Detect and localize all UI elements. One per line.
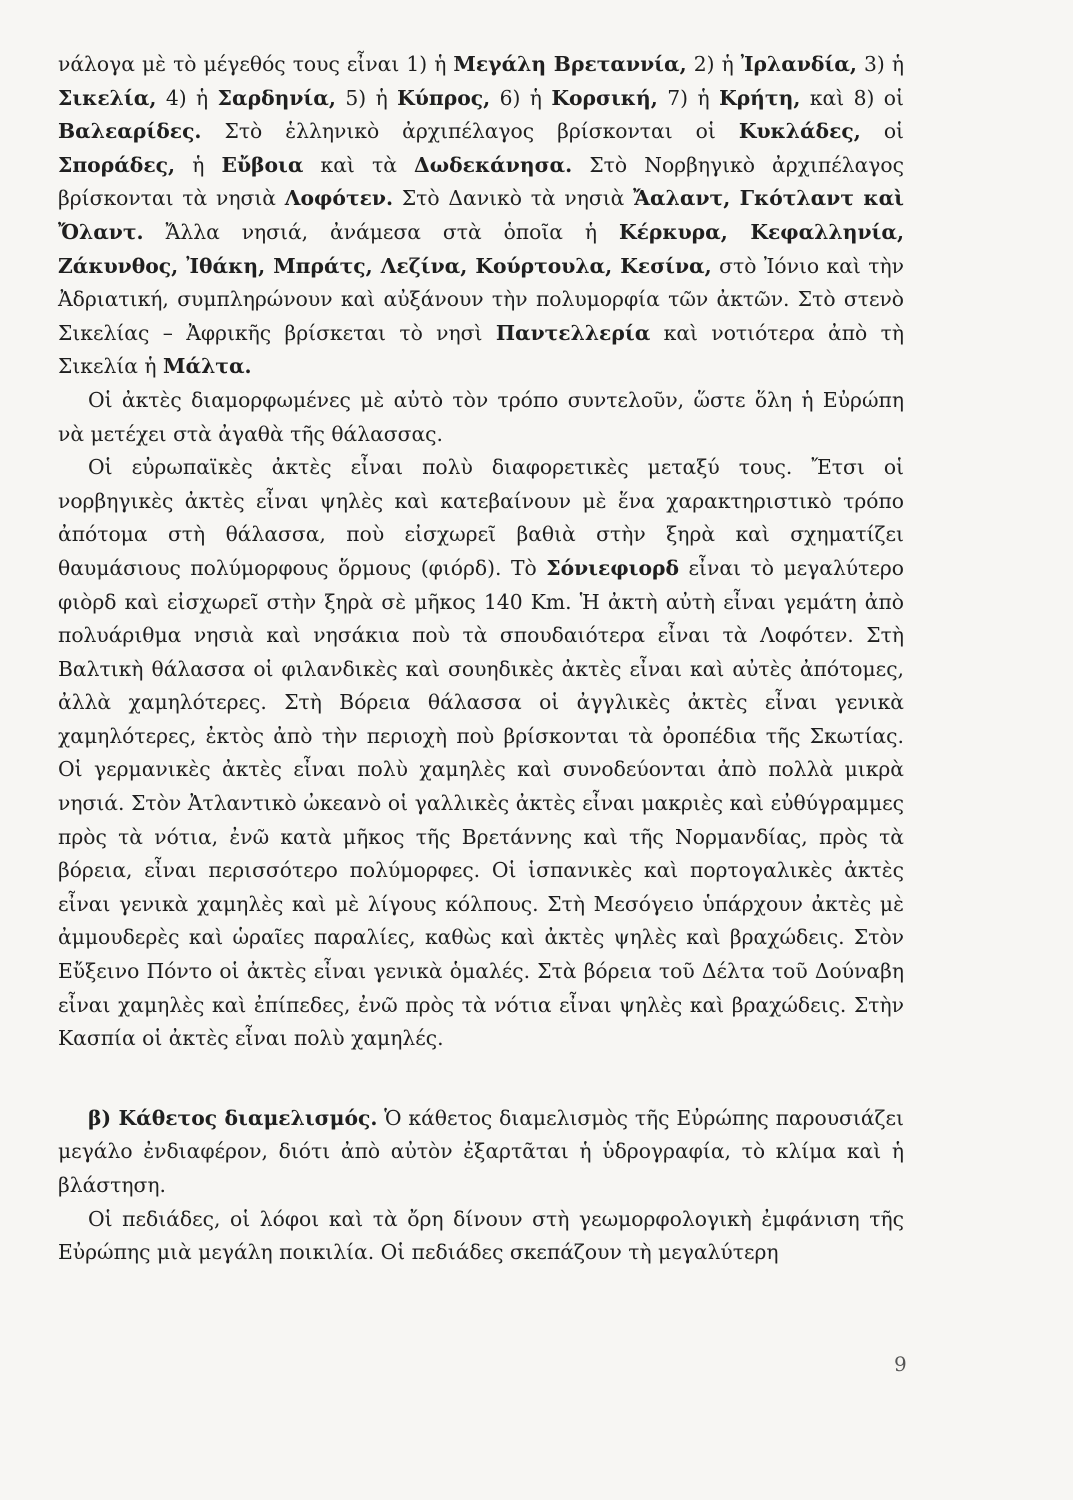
text-run: νάλογα μὲ τὸ μέγεθός τους εἶναι 1) ἡ: [58, 52, 454, 76]
bold-term: Βαλεαρίδες.: [58, 119, 202, 144]
paragraph: [58, 451, 904, 1056]
text-run: Ἄλλα νησιά, ἀνάμεσα στὰ ὁποῖα ἡ: [143, 219, 619, 244]
bold-term: Σαρδηνία,: [217, 85, 336, 110]
page-number: 9: [894, 1352, 907, 1376]
text-run: 2) ἡ: [686, 52, 741, 76]
bold-term: Κορσική,: [551, 85, 658, 110]
text-run: 5) ἡ: [335, 85, 398, 110]
text-run: Στὸ Νορβηγικὸ ἀρχιπέλαγος βρίσκονται τὰ νησιὰ: [58, 152, 904, 211]
paragraph: [58, 1102, 904, 1203]
bold-term: Κέρκυρα, Κεφαλληνία, Ζάκυνθος, Ἰθάκη, Μπράτς, Λεζίνα, Κούρτουλα, Κεσίνα,: [58, 219, 905, 278]
bold-term: Ἰρλανδία,: [740, 52, 857, 76]
text-run: εἶναι τὸ μεγαλύτερο φιὸρδ καὶ εἰσχωρεῖ στὴν ξηρὰ σὲ μῆκος 140 Km. Ἡ ἀκτὴ αὐτὴ εἶναι γεμάτη ἀπὸ πολυάριθμα νησιὰ καὶ νησάκια ποὺ τὰ σπουδαιότερα εἶναι τὰ Λοφότεν. Στὴ Βαλτικὴ θάλασσα οἱ φιλανδικὲς καὶ σουηδικὲς ἀκτὲς εἶναι καὶ αὐτὲς ἀπότομες, ἀλλὰ χαμηλότερες. Στὴ Βόρεια θάλασσα οἱ ἀγγλικὲς ἀκτὲς εἶναι γενικὰ χαμηλότερες, ἐκτὸς ἀπὸ τὴν περιοχὴ ποὺ βρίσκονται τὰ ὀροπέδια τῆς Σκωτίας. Οἱ γερμανικὲς ἀκτὲς εἶναι πολὺ χαμηλὲς καὶ συνοδεύονται ἀπὸ πολλὰ μικρὰ νησιά. Στὸν Ἀτλαντικὸ ὠκεανὸ οἱ γαλλικὲς ἀκτὲς εἶναι μακριὲς καὶ εὐθύγραμμες πρὸς τὰ νότια, ἐνῶ κατὰ μῆκος τῆς Βρετάννης καὶ τῆς Νορμανδίας, πρὸς τὰ βόρεια, εἶναι περισσότερο πολύμορφες. Οἱ ἱσπανικὲς καὶ πορτογαλικὲς ἀκτὲς εἶναι γενικὰ χαμηλὲς καὶ μὲ λίγους κόλπους. Στὴ Μεσόγειο ὑπάρχουν ἀκτὲς μὲ ἀμμουδερὲς καὶ ὡραῖες παραλίες, καθὼς καὶ ἀκτὲς ψηλὲς καὶ βραχώδεις. Στὸν Εὔξεινο Πόντο οἱ ἀκτὲς εἶναι γενικὰ ὁμαλές. Στὰ βόρεια τοῦ Δέλτα τοῦ Δούναβη εἶναι χαμηλὲς καὶ ἐπίπεδες, ἐνῶ πρὸς τὰ νότια εἶναι ψηλὲς καὶ βραχώδεις. Στὴν Κασπία οἱ ἀκτὲς εἶναι πολὺ χαμηλές.: [58, 555, 904, 1051]
text-run: 6) ἡ: [490, 85, 552, 110]
paragraph: [58, 384, 904, 451]
text-run: Οἱ ἀκτὲς διαμορφωμένες μὲ αὐτὸ τὸν τρόπο συντελοῦν, ὥστε ὅλη ἡ Εὐρώπη νὰ μετέχει στὰ ἀγαθὰ τῆς θάλασσας.: [58, 387, 904, 446]
bold-term: Δωδεκάνησα.: [414, 152, 573, 177]
bold-term: Σικελία,: [58, 85, 157, 110]
bold-term: Εὔβοια: [221, 152, 304, 177]
bold-term: Κύπρος,: [397, 85, 491, 110]
paragraph: [58, 1203, 904, 1270]
bold-term: Σποράδες,: [58, 152, 176, 177]
bold-term: Λοφότεν.: [284, 186, 394, 211]
text-run: στὸ Ἰόνιο καὶ τὴν Ἀδριατική, συμπληρώνουν καὶ αὐξάνουν τὴν πολυμορφία τῶν ἀκτῶν. Στὸ στενὸ Σικελίας – Ἀφρικῆς βρίσκεται τὸ νησὶ: [58, 253, 904, 345]
bold-term: β) Κάθετος διαμελισμός.: [88, 1105, 378, 1130]
text-run: Οἱ εὐρωπαϊκὲς ἀκτὲς εἶναι πολὺ διαφορετικὲς μεταξύ τους. Ἔτσι οἱ νορβηγικὲς ἀκτὲς εἶναι ψηλὲς καὶ κατεβαίνουν μὲ ἕνα χαρακτηριστικὸ τρόπο ἀπότομα στὴ θάλασσα, ποὺ εἰσχωρεῖ βαθιὰ στὴν ξηρὰ καὶ σχηματίζει θαυμάσιους πολύμορφους ὅρμους (φιόρδ). Τὸ: [58, 455, 904, 580]
text-run: Οἱ πεδιάδες, οἱ λόφοι καὶ τὰ ὄρη δίνουν στὴ γεωμορφολογικὴ ἐμφάνιση τῆς Εὐρώπης μιὰ μεγάλη ποικιλία. Οἱ πεδιάδες σκεπάζουν τὴ μεγαλύτερη: [58, 1206, 904, 1265]
text-run: Ὁ κάθετος διαμελισμὸς τῆς Εὐρώπης παρουσιάζει μεγάλο ἐνδιαφέρον, διότι ἀπὸ αὐτὸν ἐξαρτᾶται ἡ ὑδρογραφία, τὸ κλίμα καὶ ἡ βλάστηση.: [58, 1105, 904, 1197]
page-body: [58, 48, 904, 1270]
bold-term: Κρήτη,: [719, 85, 801, 110]
text-run: καὶ 8) οἱ: [800, 85, 904, 110]
text-run: 3) ἡ: [856, 52, 905, 76]
text-run: Στὸ Δανικὸ τὰ νησιὰ: [393, 186, 634, 211]
text-run: καὶ νοτιότερα ἀπὸ τὴ Σικελία ἡ: [58, 320, 904, 379]
text-run: 7) ἡ: [657, 85, 720, 110]
text-run: Στὸ ἑλληνικὸ ἀρχιπέλαγος βρίσκονται οἱ: [201, 119, 739, 144]
paragraph: [58, 48, 904, 384]
bold-term: Κυκλάδες,: [738, 119, 861, 144]
bold-term: Παντελλερία: [495, 320, 651, 345]
bold-term: Μεγάλη Βρεταννία,: [453, 52, 687, 76]
text-run: καὶ τὰ: [303, 152, 415, 177]
bold-term: Μάλτα.: [163, 354, 252, 379]
text-run: 4) ἡ: [156, 85, 218, 110]
text-run: ἡ: [175, 152, 222, 177]
bold-term: Ἄαλαντ, Γκότλαντ καὶ Ὄλαντ.: [58, 186, 904, 244]
bold-term: Σόνιεφιορδ: [546, 555, 680, 580]
text-run: οἱ: [860, 119, 904, 144]
